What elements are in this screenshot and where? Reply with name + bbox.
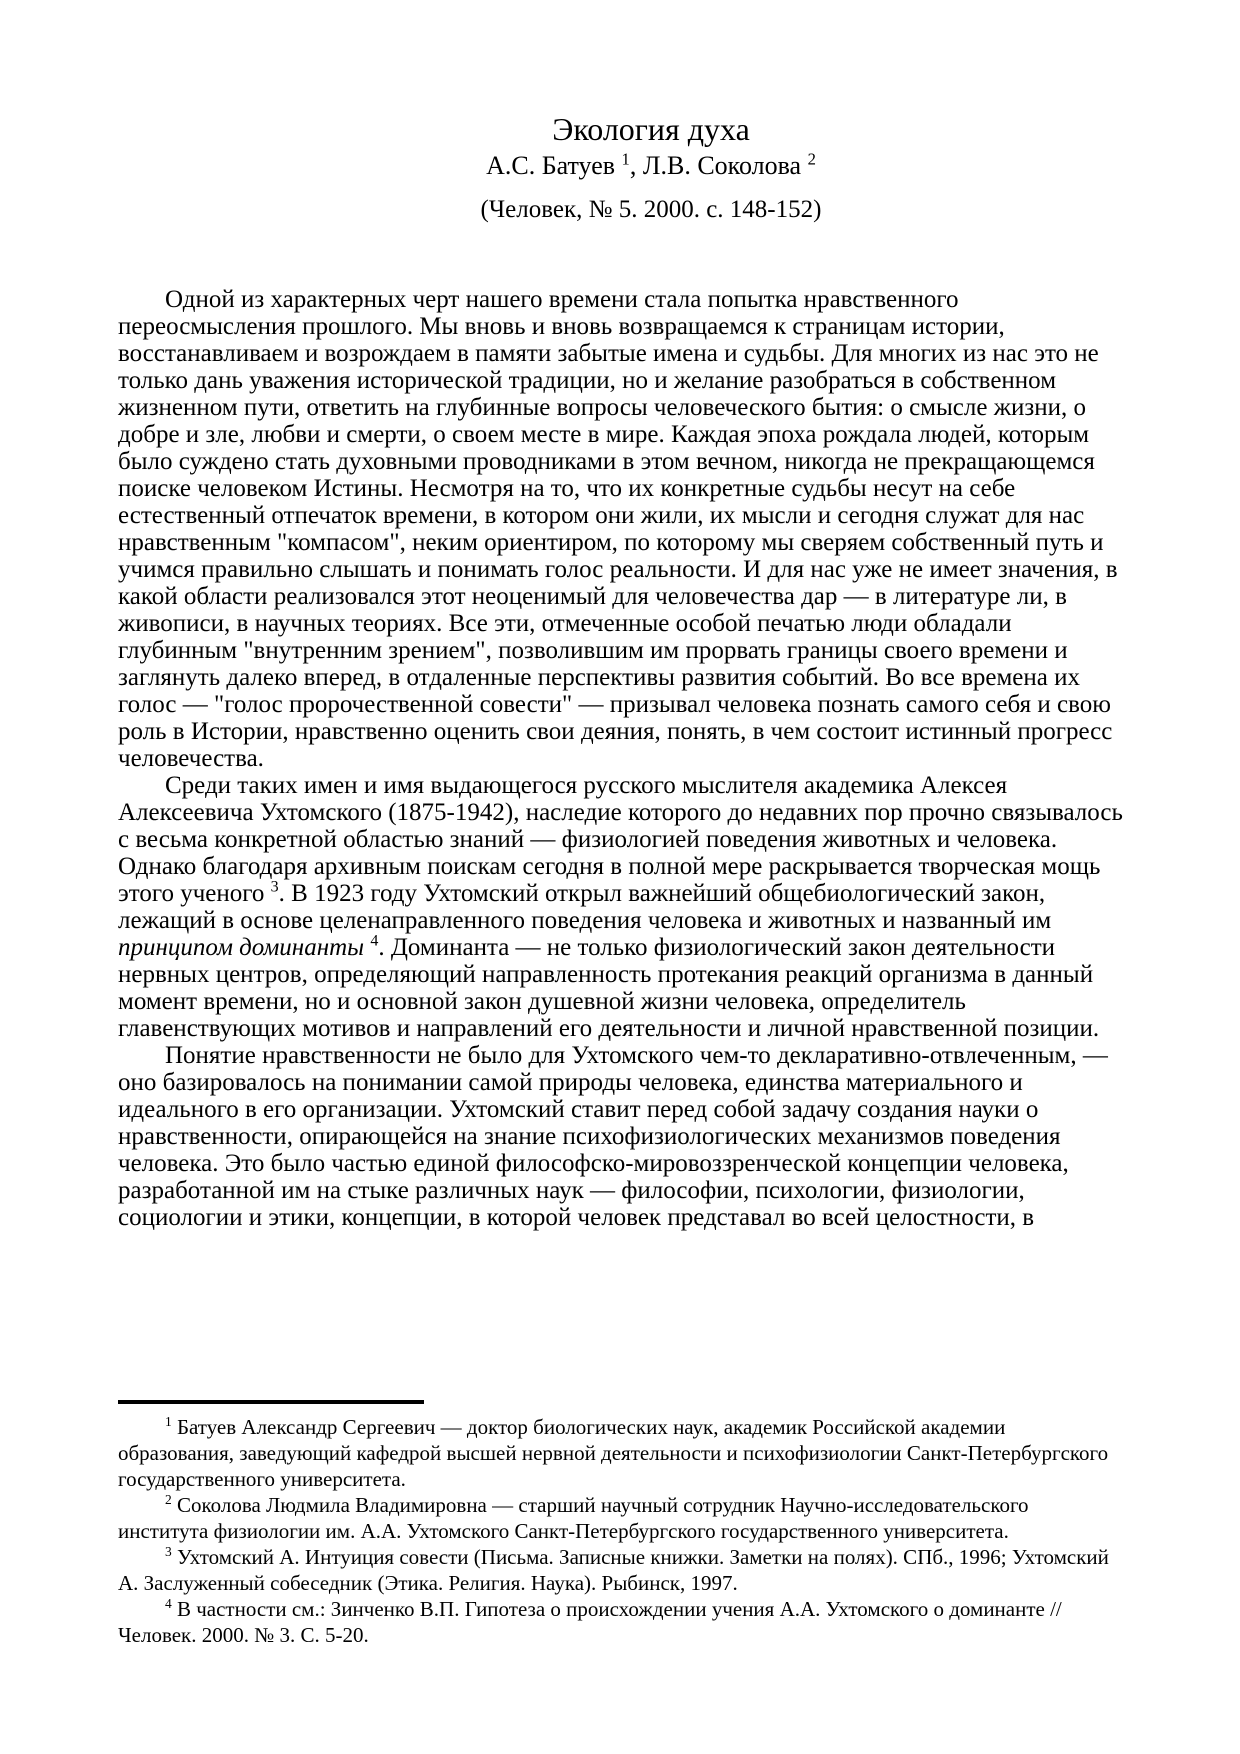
footnote-4 bbox=[118, 1596, 1124, 1648]
footnote-1-number: 1 bbox=[165, 1414, 172, 1429]
footnote-2-number: 2 bbox=[165, 1492, 172, 1507]
footnote-1 bbox=[118, 1414, 1124, 1492]
footnote-1-text: Батуев Александр Сергеевич — доктор биологических наук, академик Российской академии образования, заведующий кафедрой высшей нервной деятельности и психофизиологии Санкт-Петербургского государственного университета. bbox=[118, 1415, 1109, 1491]
footnote-3 bbox=[118, 1544, 1124, 1596]
author-2: Л.В. Соколова bbox=[642, 151, 808, 180]
footnote-3-text: Ухтомский А. Интуиция совести (Письма. Записные книжки. Заметки на полях). СПб., 1996; Ухтомский А. Заслуженный собеседник (Этика. Религия. Наука). Рыбинск, 1997. bbox=[118, 1545, 1109, 1595]
body-paragraph-3: Понятие нравственности не было для Ухтомского чем-то декларативно-отвлеченным, — оно базировалось на понимании самой природы человека, единства материального и идеального в его организации. Ухтомский ставит перед собой задачу создания науки о нравственности, опирающейся на знание психофизиологических механизмов поведения человека. Это было частью единой философско-мировоззренческой концепции человека, разработанной им на стыке различных наук — философии, психологии, физиологии, социологии и этики, концепции, в которой человек представал во всей целостности, в bbox=[118, 1042, 1108, 1231]
footnotes-section bbox=[118, 1400, 1124, 1648]
authors-separator: , bbox=[629, 151, 643, 180]
article-title: Экология духа bbox=[552, 111, 750, 147]
footnote-separator-rule bbox=[118, 1400, 424, 1404]
paragraph-2-segment-3: . Доминанта — не только физиологический закон деятельности нервных центров, определяющий направленность протекания реакций организма в данный момент времени, но и основной закон душевной жизни человека, определитель главенствующих мотивов и направлений его деятельности и личной нравственной позиции. bbox=[118, 934, 1100, 1042]
body-paragraph-2 bbox=[118, 772, 1124, 1042]
footnote-4-text: В частности см.: Зинченко В.П. Гипотеза о происхождении учения А.А. Ухтомского о доминанте // Человек. 2000. № 3. С. 5-20. bbox=[118, 1597, 1062, 1647]
footnote-2 bbox=[118, 1492, 1124, 1544]
author-1: А.С. Батуев bbox=[486, 151, 622, 180]
journal-reference: (Человек, № 5. 2000. с. 148-152) bbox=[480, 196, 822, 223]
authors-line bbox=[0, 151, 1240, 181]
footnote-ref-4: 4 bbox=[370, 932, 379, 950]
dominant-principle-term: принципом доминанты bbox=[118, 934, 371, 961]
paragraph-2-segment-1: Среди таких имен и имя выдающегося русского мыслителя академика Алексея Алексеевича Ухтомского (1875-1942), наследие которого до недавних пор прочно связывалось с весьма конкретной областью знаний — физиологией поведения животных и человека. Однако благодаря архивным поискам сегодня в полной мере раскрывается творческая мощь этого ученого bbox=[118, 772, 1123, 907]
article-body bbox=[118, 286, 1124, 1231]
paragraph-2-segment-2: . В 1923 году Ухтомский открыл важнейший общебиологический закон, лежащий в основе целенаправленного поведения человека и животных и названный им bbox=[118, 880, 1052, 934]
footnote-ref-3: 3 bbox=[270, 878, 279, 896]
author-2-footnote-ref: 2 bbox=[807, 149, 816, 169]
author-1-footnote-ref: 1 bbox=[621, 149, 630, 169]
footnote-2-text: Соколова Людмила Владимировна — старший научный сотрудник Научно-исследовательского института физиологии им. А.А. Ухтомского Санкт-Петербургского государственного университета. bbox=[118, 1493, 1029, 1543]
body-paragraph-1: Одной из характерных черт нашего времени стала попытка нравственного переосмысления прошлого. Мы вновь и вновь возвращаемся к страницам истории, восстанавливаем и возрождаем в памяти забытые имена и судьбы. Для многих из нас это не только дань уважения исторической традиции, но и желание разобраться в собственном жизненном пути, ответить на глубинные вопросы человеческого бытия: о смысле жизни, о добре и зле, любви и смерти, о своем месте в мире. Каждая эпоха рождала людей, которым было суждено стать духовными проводниками в этом вечном, никогда не прекращающемся поиске человеком Истины. Несмотря на то, что их конкретные судьбы несут на себе естественный отпечаток времени, в котором они жили, их мысли и сегодня служат для нас нравственным "компасом", неким ориентиром, по которому мы сверяем собственный путь и учимся правильно слышать и понимать голос реальности. И для нас уже не имеет значения, в какой области реализовался этот неоценимый для человечества дар — в литературе ли, в живописи, в научных теориях. Все эти, отмеченные особой печатью люди обладали глубинным "внутренним зрением", позволившим им прорвать границы своего времени и заглянуть далеко вперед, в отдаленные перспективы развития событий. Во все времена их голос — "голос пророчественной совести" — призывал человека познать самого себя и свою роль в Истории, нравственно оценить свои деяния, понять, в чем состоит истинный прогресс человечества. bbox=[118, 286, 1118, 772]
footnote-4-number: 4 bbox=[165, 1596, 172, 1611]
footnote-3-number: 3 bbox=[165, 1544, 172, 1559]
